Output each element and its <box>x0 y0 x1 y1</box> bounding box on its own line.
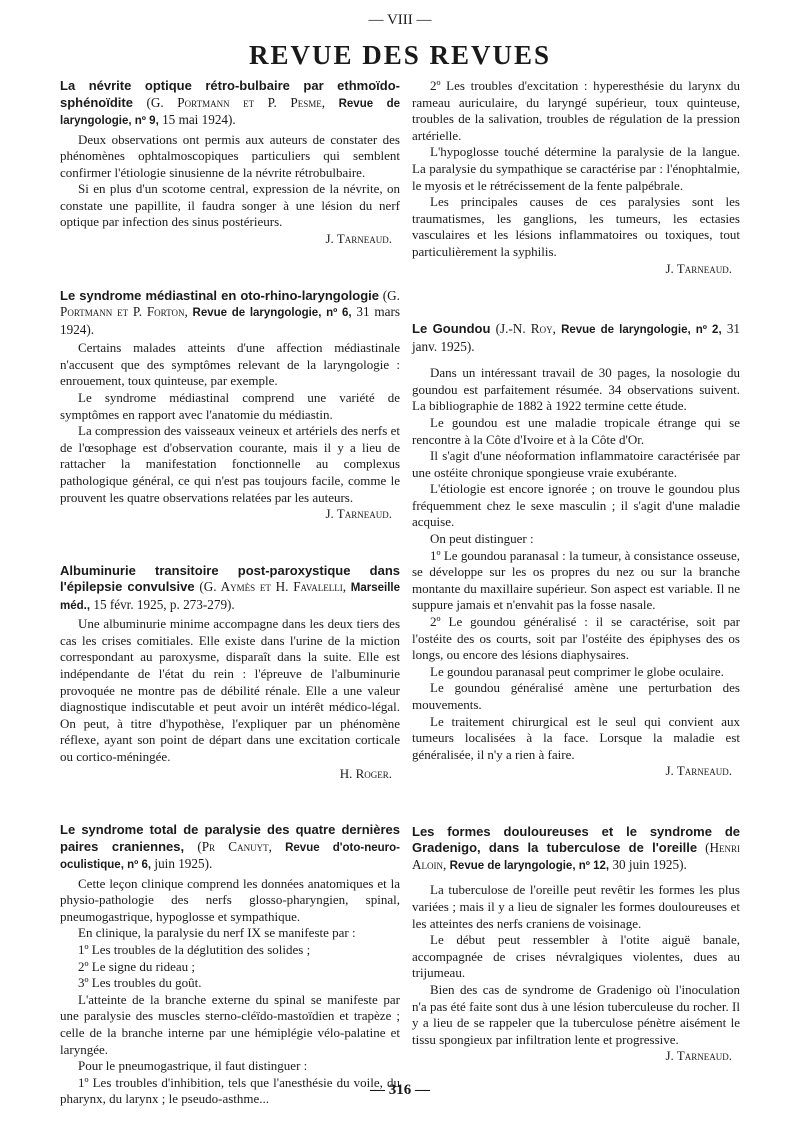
article-date: 15 févr. 1925, p. 273-279). <box>90 596 235 612</box>
article-title: Le syndrome médiastinal en oto-rhino-laryngologie <box>60 287 379 303</box>
list-item: 1º Les troubles d'inhibition, tels que l'anesthésie du voile, du pharynx, du larynx ; le pseudo-asthme... <box>60 1074 400 1107</box>
article-heading <box>412 321 740 355</box>
paragraph: L'étiologie est encore ignorée ; on trouve le goundou plus fréquemment chez le sexe masculin ; il s'agit d'une maladie acquise. <box>412 481 740 530</box>
paragraph: Si en plus d'un scotome central, expression de la névrite, on constate une papillite, il faudra songer à une lésion du nerf optique par infection des sinus postérieurs. <box>60 181 400 230</box>
paragraph: Certains malades atteints d'une affection médiastinale n'accusent que des symptômes relevant de la laryngologie : enrouement, toux quinteuse, par exemple. <box>60 340 400 389</box>
page-title: REVUE DES REVUES <box>248 40 552 70</box>
paragraph: Les principales causes de ces paralysies sont les traumatismes, les ganglions, les tumeurs, les ectasies vasculaires et les lésions inflammatoires ou toxiques, tout particulièrement la syphilis. <box>412 194 740 259</box>
list-item: 2º Le goundou généralisé : il se caractérise, soit par l'ostéite des os courts, soit par l'ostéite des épiphyses des os longs, ou encore des lésions diaphysaires. <box>412 614 740 663</box>
left-column <box>60 78 400 1122</box>
paragraph: La compression des vaisseaux veineux et artériels des nerfs et de l'œsophage est d'observation courante, mais il y a lieu de rattacher la manifestation fonctionnelle au complexus pathologique général, ce qui n'est pas toujours facile, comme le prouvent les quatre observations relatées par les auteurs. <box>60 423 400 505</box>
article-authors: (Pr Canuyt, <box>184 838 286 854</box>
article-journal: Revue de laryngologie, nº 12, <box>449 859 610 872</box>
article-paralysie-paires-craniennes <box>60 822 400 1108</box>
article-heading <box>60 288 400 339</box>
paragraph: Le début peut ressembler à l'otite aiguë banale, accompagnée de crises névralgiques violentes, dues au trijumeau. <box>412 932 740 981</box>
paragraph: Deux observations ont permis aux auteurs de constater des phénomènes ophtalmoscopiques particuliers qui semblent confirmer l'étiologie sinusienne de la névrite rétrobulbaire. <box>60 131 400 180</box>
paragraph: L'atteinte de la branche externe du spinal se manifeste par une paralysie des muscles sterno-cléïdo-mastoïdien et trapèze ; celle de la branche interne par une hémiplégie vélo-palatine et laryngée. <box>60 991 400 1057</box>
article-authors: (G. Aymès et H. Favalelli, <box>194 579 351 595</box>
paragraph: Pour le pneumogastrique, il faut distinguer : <box>78 1058 308 1074</box>
list-item: 1º Le goundou paranasal : la tumeur, à consistance osseuse, se développe sur les os propres du nez ou sur la branche montante du maxillaire supérieur. Son aspect est variable. Il ne suppure jamais et n'envahit pas la fosse nasale. <box>412 547 740 613</box>
article-nevrite <box>60 78 400 248</box>
list-item: 2º Les troubles d'excitation : hyperesthésie du larynx du rameau auriculaire, du laryngé supérieur, toux quinteuse, troubles de la salivation, troubles de régulation de la pression artérielle. <box>412 78 740 143</box>
article-paralysie-continued <box>412 78 740 277</box>
paragraph: On peut distinguer : <box>430 531 534 547</box>
page-number: — 316 — <box>370 1082 430 1098</box>
article-date: 31 mars 1924). <box>60 304 400 337</box>
article-title: Le syndrome total de paralysie des quatre dernières paires craniennes, <box>60 822 400 854</box>
right-column <box>412 78 740 1079</box>
article-gradenigo <box>412 824 740 1065</box>
article-authors: (J.-N. Roy, <box>490 321 562 337</box>
article-heading <box>412 824 740 875</box>
paragraph: Le goundou paranasal peut comprimer le globe oculaire. <box>430 663 724 679</box>
article-authors: (Henri Aloin, <box>412 840 740 872</box>
article-signature: J. Tarneaud. <box>325 506 392 522</box>
article-signature: J. Tarneaud. <box>665 1048 732 1064</box>
list-item: 3º Les troubles du goût. <box>78 975 202 991</box>
paragraph: Dans un intéressant travail de 30 pages, la nosologie du goundou est parfaitement résumée. 34 observations suivent. La bibliographie de 1882 à 1922 termine cette étude. <box>412 365 740 414</box>
article-signature: J. Tarneaud. <box>665 763 732 779</box>
paragraph: Une albuminurie minime accompagne dans les deux tiers des cas les crises comitiales. Elle existe dans l'urine de la miction correspondant au paroxysme, disparaît dans la suite. Elle est indépendante de l'état du rein : l'épreuve de l'albuminurie provoquée ne montre pas de débilité rénale. Elle a une valeur diagnostique indiscutable et peut avoir un intérêt médico-légal. On peut, à titre d'hypothèse, l'expliquer par un phénomène réflexe, ayant son point de départ dans une excitation corticale ou cortico-méningée. <box>60 616 400 764</box>
article-title: Les formes douloureuses et le syndrome de Gradenigo, dans la tuberculose de l'oreille <box>412 823 740 856</box>
article-date: 15 mai 1924). <box>158 112 236 127</box>
article-journal: Revue d'oto-neuro-oculistique, nº 6, <box>60 841 400 872</box>
paragraph: Cette leçon clinique comprend les données anatomiques et la physio-pathologie des nerfs glosso-pharyngien, spinal, pneumogastrique, hypoglosse et sympathique. <box>60 875 400 924</box>
paragraph: Le traitement chirurgical est le seul qui convient aux tumeurs localisées à la face. Lorsque la maladie est généralisée, il n'y a rien à faire. <box>412 713 740 762</box>
article-title: Albuminurie transitoire post-paroxystique dans l'épilepsie convulsive <box>60 562 400 595</box>
article-title: La névrite optique rétro-bulbaire par ethmoïdo-sphénoïdite <box>60 78 400 110</box>
article-syndrome-mediastinal <box>60 288 400 523</box>
article-journal: Revue de laryngologie, nº 9, <box>60 97 400 127</box>
paragraph: La tuberculose de l'oreille peut revêtir les formes les plus variées ; mais il y a lieu de signaler les formes douloureuses et les atteintes des nerfs craniens de voisinage. <box>412 882 740 931</box>
paragraph: En clinique, la paralysie du nerf IX se manifeste par : <box>78 925 356 941</box>
article-signature: H. Roger. <box>339 765 392 781</box>
roman-page-number: — VIII — <box>368 12 432 28</box>
article-title: Le Goundou <box>412 321 491 337</box>
article-journal: Revue de laryngologie, nº 6, <box>192 307 352 320</box>
article-date: 30 juin 1925). <box>609 856 687 872</box>
article-journal: Revue de laryngologie, nº 2, <box>561 324 722 337</box>
article-goundou <box>412 321 740 780</box>
paragraph: Le goundou généralisé amène une perturbation des mouvements. <box>412 680 740 712</box>
article-authors: (G. Portmann et P. Pesme, <box>132 94 339 110</box>
article-heading <box>60 563 400 615</box>
article-signature: J. Tarneaud. <box>665 260 732 276</box>
article-authors: (G. Portmann et P. Forton, <box>60 287 400 320</box>
article-albuminurie <box>60 563 400 782</box>
article-journal: Marseille méd., <box>60 582 400 612</box>
article-date: juin 1925). <box>151 856 213 872</box>
article-signature: J. Tarneaud. <box>325 231 392 247</box>
paragraph: L'hypoglosse touché détermine la paralysie de la langue. La paralysie du sympathique se caractérise par : l'énophtalmie, le myosis et le rétrécissement de la fente palpébrale. <box>412 144 740 193</box>
paragraph: Le syndrome médiastinal comprend une variété de symptômes en rapport avec l'anatomie du médiastin. <box>60 389 400 422</box>
paragraph: Le goundou est une maladie tropicale étrange qui se rencontre à la Côte d'Ivoire et à la Côte d'Or. <box>412 414 740 447</box>
article-heading <box>60 78 400 130</box>
article-heading <box>60 822 400 874</box>
list-item: 1º Les troubles de la déglutition des solides ; <box>78 942 311 957</box>
paragraph: Bien des cas de syndrome de Gradenigo où l'inoculation n'a pas été faite sont dus à une lésion tuberculeuse du rocher. Il y a lieu de se rappeler que la tuberculose pénètre aisément le tissu spongieux par infiltration lente et progressive. <box>412 982 740 1047</box>
paragraph: Il s'agit d'une néoformation inflammatoire caractérisée par une ostéite chronique spongieuse vraie exubérante. <box>412 448 740 480</box>
list-item: 2º Le signe du rideau ; <box>78 958 196 974</box>
article-date: 31 janv. 1925). <box>412 321 741 354</box>
